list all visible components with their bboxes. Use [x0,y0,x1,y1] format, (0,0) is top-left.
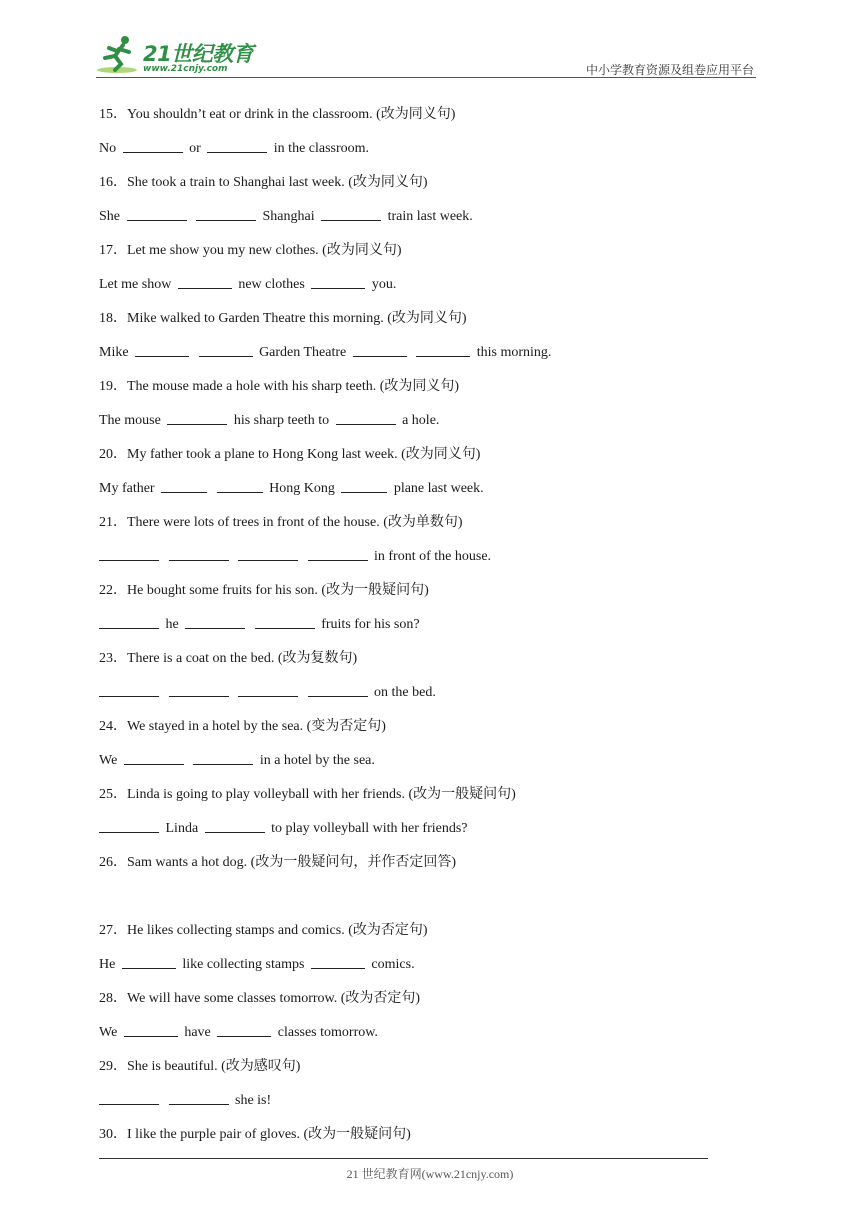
page-footer: 21 世纪教育网(www.21cnjy.com) [346,1167,514,1181]
question-16: 16．She took a train to Shanghai last week. (改为同义句) [99,175,428,190]
answer-line-19: The mouse his sharp teeth to a hole. [99,413,440,428]
footer-divider [99,1158,708,1159]
header-divider [96,77,756,78]
question-23: 23．There is a coat on the bed. (改为复数句) [99,651,358,666]
answer-line-15: No or in the classroom. [99,141,370,156]
answer-line-22: he fruits for his son? [99,615,719,649]
answer-line-27: He like collecting stamps comics. [99,957,415,972]
question-18: 18．Mike walked to Garden Theatre this morning. (改为同义句) [99,311,467,326]
answer-blank[interactable] [196,219,256,221]
answer-blank[interactable] [167,423,227,425]
question-21: 21．There were lots of trees in front of the house. (改为单数句) [99,515,463,530]
header-tagline: 中小学教育资源及组卷应用平台 [585,63,754,77]
question-15: 15．You shouldn’t eat or drink in the classroom. (改为同义句) [99,107,456,122]
answer-line-21: in front of the house. [99,547,719,581]
answer-blank[interactable] [353,355,407,357]
question-29: 29．She is beautiful. (改为感叹句) [99,1059,301,1074]
answer-blank[interactable] [161,491,207,493]
logo-url: www.21cnjy.com [143,64,228,74]
answer-blank[interactable] [169,1103,229,1105]
answer-blank[interactable] [135,355,189,357]
answer-blank[interactable] [99,559,159,561]
answer-blank[interactable] [99,1103,159,1105]
answer-blank[interactable] [308,559,368,561]
answer-blank[interactable] [124,763,184,765]
question-25: 25．Linda is going to play volleyball with her friends. (改为一般疑问句) [99,787,516,802]
site-logo [95,34,270,76]
answer-line-23: on the bed. [99,683,719,717]
answer-line-29: she is! [99,1091,719,1125]
answer-blank[interactable] [341,491,387,493]
answer-blank[interactable] [207,151,267,153]
answer-blank[interactable] [193,763,253,765]
answer-blank[interactable] [336,423,396,425]
answer-blank[interactable] [311,967,365,969]
exercise-list [99,105,719,1159]
answer-line-18: Mike Garden Theatre this morning. [99,345,552,360]
answer-blank[interactable] [169,559,229,561]
answer-blank[interactable] [308,695,368,697]
runner-logo-icon [95,34,143,76]
answer-blank[interactable] [127,219,187,221]
question-20: 20．My father took a plane to Hong Kong last week. (改为同义句) [99,447,481,462]
question-24: 24．We stayed in a hotel by the sea. (变为否定句) [99,719,386,734]
answer-blank[interactable] [99,695,159,697]
answer-line-24: We in a hotel by the sea. [99,753,375,768]
answer-blank[interactable] [178,287,232,289]
answer-space-26 [99,887,719,921]
answer-line-17: Let me show new clothes you. [99,277,397,292]
answer-blank[interactable] [199,355,253,357]
answer-blank[interactable] [217,491,263,493]
answer-blank[interactable] [238,695,298,697]
question-27: 27．He likes collecting stamps and comics. (改为否定句) [99,923,428,938]
question-26: 26．Sam wants a hot dog. (改为一般疑问句，并作否定回答) [99,855,456,870]
answer-blank[interactable] [124,1035,178,1037]
question-22: 22．He bought some fruits for his son. (改为一般疑问句) [99,583,429,598]
question-30: 30．I like the purple pair of gloves. (改为一般疑问句) [99,1127,411,1142]
answer-line-28: We have classes tomorrow. [99,1025,378,1040]
answer-blank[interactable] [321,219,381,221]
page-header [0,0,860,80]
answer-line-20: My father Hong Kong plane last week. [99,481,484,496]
answer-blank[interactable] [99,831,159,833]
answer-blank[interactable] [123,151,183,153]
answer-blank[interactable] [99,627,159,629]
answer-blank[interactable] [169,695,229,697]
answer-blank[interactable] [238,559,298,561]
answer-blank[interactable] [217,1035,271,1037]
answer-blank[interactable] [205,831,265,833]
question-17: 17．Let me show you my new clothes. (改为同义句) [99,243,402,258]
answer-line-16: She Shanghai train last week. [99,209,473,224]
answer-blank[interactable] [311,287,365,289]
question-19: 19．The mouse made a hole with his sharp teeth. (改为同义句) [99,379,460,394]
answer-line-25: Linda to play volleyball with her friends? [99,819,719,853]
answer-blank[interactable] [185,627,245,629]
answer-blank[interactable] [416,355,470,357]
answer-blank[interactable] [122,967,176,969]
logo-text: 21世纪教育 [143,42,254,66]
answer-blank[interactable] [255,627,315,629]
question-28: 28．We will have some classes tomorrow. (改为否定句) [99,991,421,1006]
